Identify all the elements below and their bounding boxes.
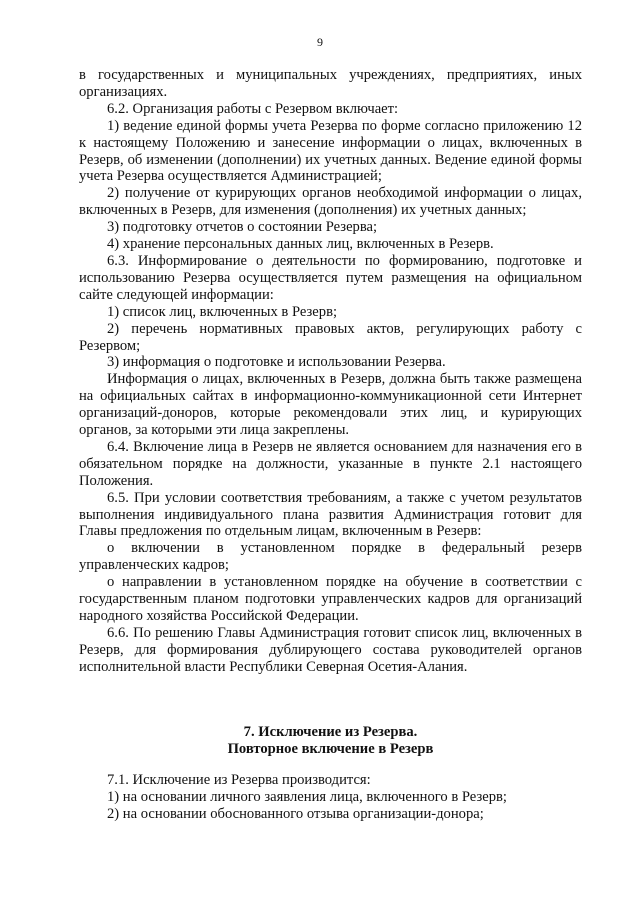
page-number: 9: [317, 35, 323, 49]
section-heading-line-1: 7. Исключение из Резерва.: [243, 723, 418, 740]
paragraph: 2) на основании обоснованного отзыва организации-донора;: [107, 806, 484, 823]
section-spacer: [79, 676, 582, 724]
paragraph: 7.1. Исключение из Резерва производится:: [107, 772, 371, 789]
paragraph: 6.3. Информирование о деятельности по формированию, подготовке и использованию Резерва осуществляется путем размещения на официальном сайте следующей информации:: [79, 252, 582, 303]
paragraph: 1) на основании личного заявления лица, включенного в Резерв;: [107, 789, 507, 806]
paragraph: 2) получение от курирующих органов необходимой информации о лицах, включенных в Резерв, для изменения (дополнения) их учетных данных;: [79, 185, 582, 219]
paragraph: 3) информация о подготовке и использовании Резерва.: [107, 354, 446, 371]
section-heading-line-2: Повторное включение в Резерв: [227, 740, 434, 757]
paragraph: о направлении в установленном порядке на обучение в соответствии с государственным планом подготовки управленческих кадров для организаций народного хозяйства Российской Федерации.: [79, 574, 582, 624]
paragraph: в государственных и муниципальных учреждениях, предприятиях, иных организациях.: [79, 67, 582, 100]
paragraph: о включении в установленном порядке в федеральный резерв управленческих кадров;: [79, 540, 582, 574]
paragraph: 6.5. При условии соответствия требованиям, а также с учетом результатов выполнения индивидуального плана развития Администрация готовит для Главы предложения по отдельным лицам, включенным в Резерв:: [79, 489, 582, 540]
heading-spacer: [79, 757, 582, 772]
paragraph: 1) список лиц, включенных в Резерв;: [107, 303, 338, 320]
paragraph: 6.4. Включение лица в Резерв не является основанием для назначения его в обязательном порядке на должности, указанные в пункте 2.1 настоящего Положения.: [79, 438, 582, 489]
paragraph: 6.6. По решению Главы Администрация готовит список лиц, включенных в Резерв, для формирования дублирующего состава руководителей органов исполнительной власти Республики Северная Осетия-Алания.: [79, 624, 582, 675]
paragraph: 3) подготовку отчетов о состоянии Резерва;: [107, 219, 378, 236]
paragraph: Информация о лицах, включенных в Резерв, должна быть также размещена на официальных сайтах в информационно-коммуникационной сети Интернет организаций-доноров, которые рекомендовали этих лиц, и курирующих органов, за которыми эти лица закреплены.: [79, 371, 582, 439]
paragraph: 2) перечень нормативных правовых актов, регулирующих работу с Резервом;: [79, 320, 582, 354]
document-body: [79, 67, 582, 823]
paragraph: 1) ведение единой формы учета Резерва по форме согласно приложению 12 к настоящему Положению и занесение информации о лицах, включенных в Резерв, об изменении (дополнении) их учетных данных. Ведение единой формы учета Резерва осуществляется Администрацией;: [79, 117, 582, 185]
paragraph: 4) хранение персональных данных лиц, включенных в Резерв.: [107, 236, 494, 253]
paragraph: 6.2. Организация работы с Резервом включает:: [107, 100, 399, 117]
